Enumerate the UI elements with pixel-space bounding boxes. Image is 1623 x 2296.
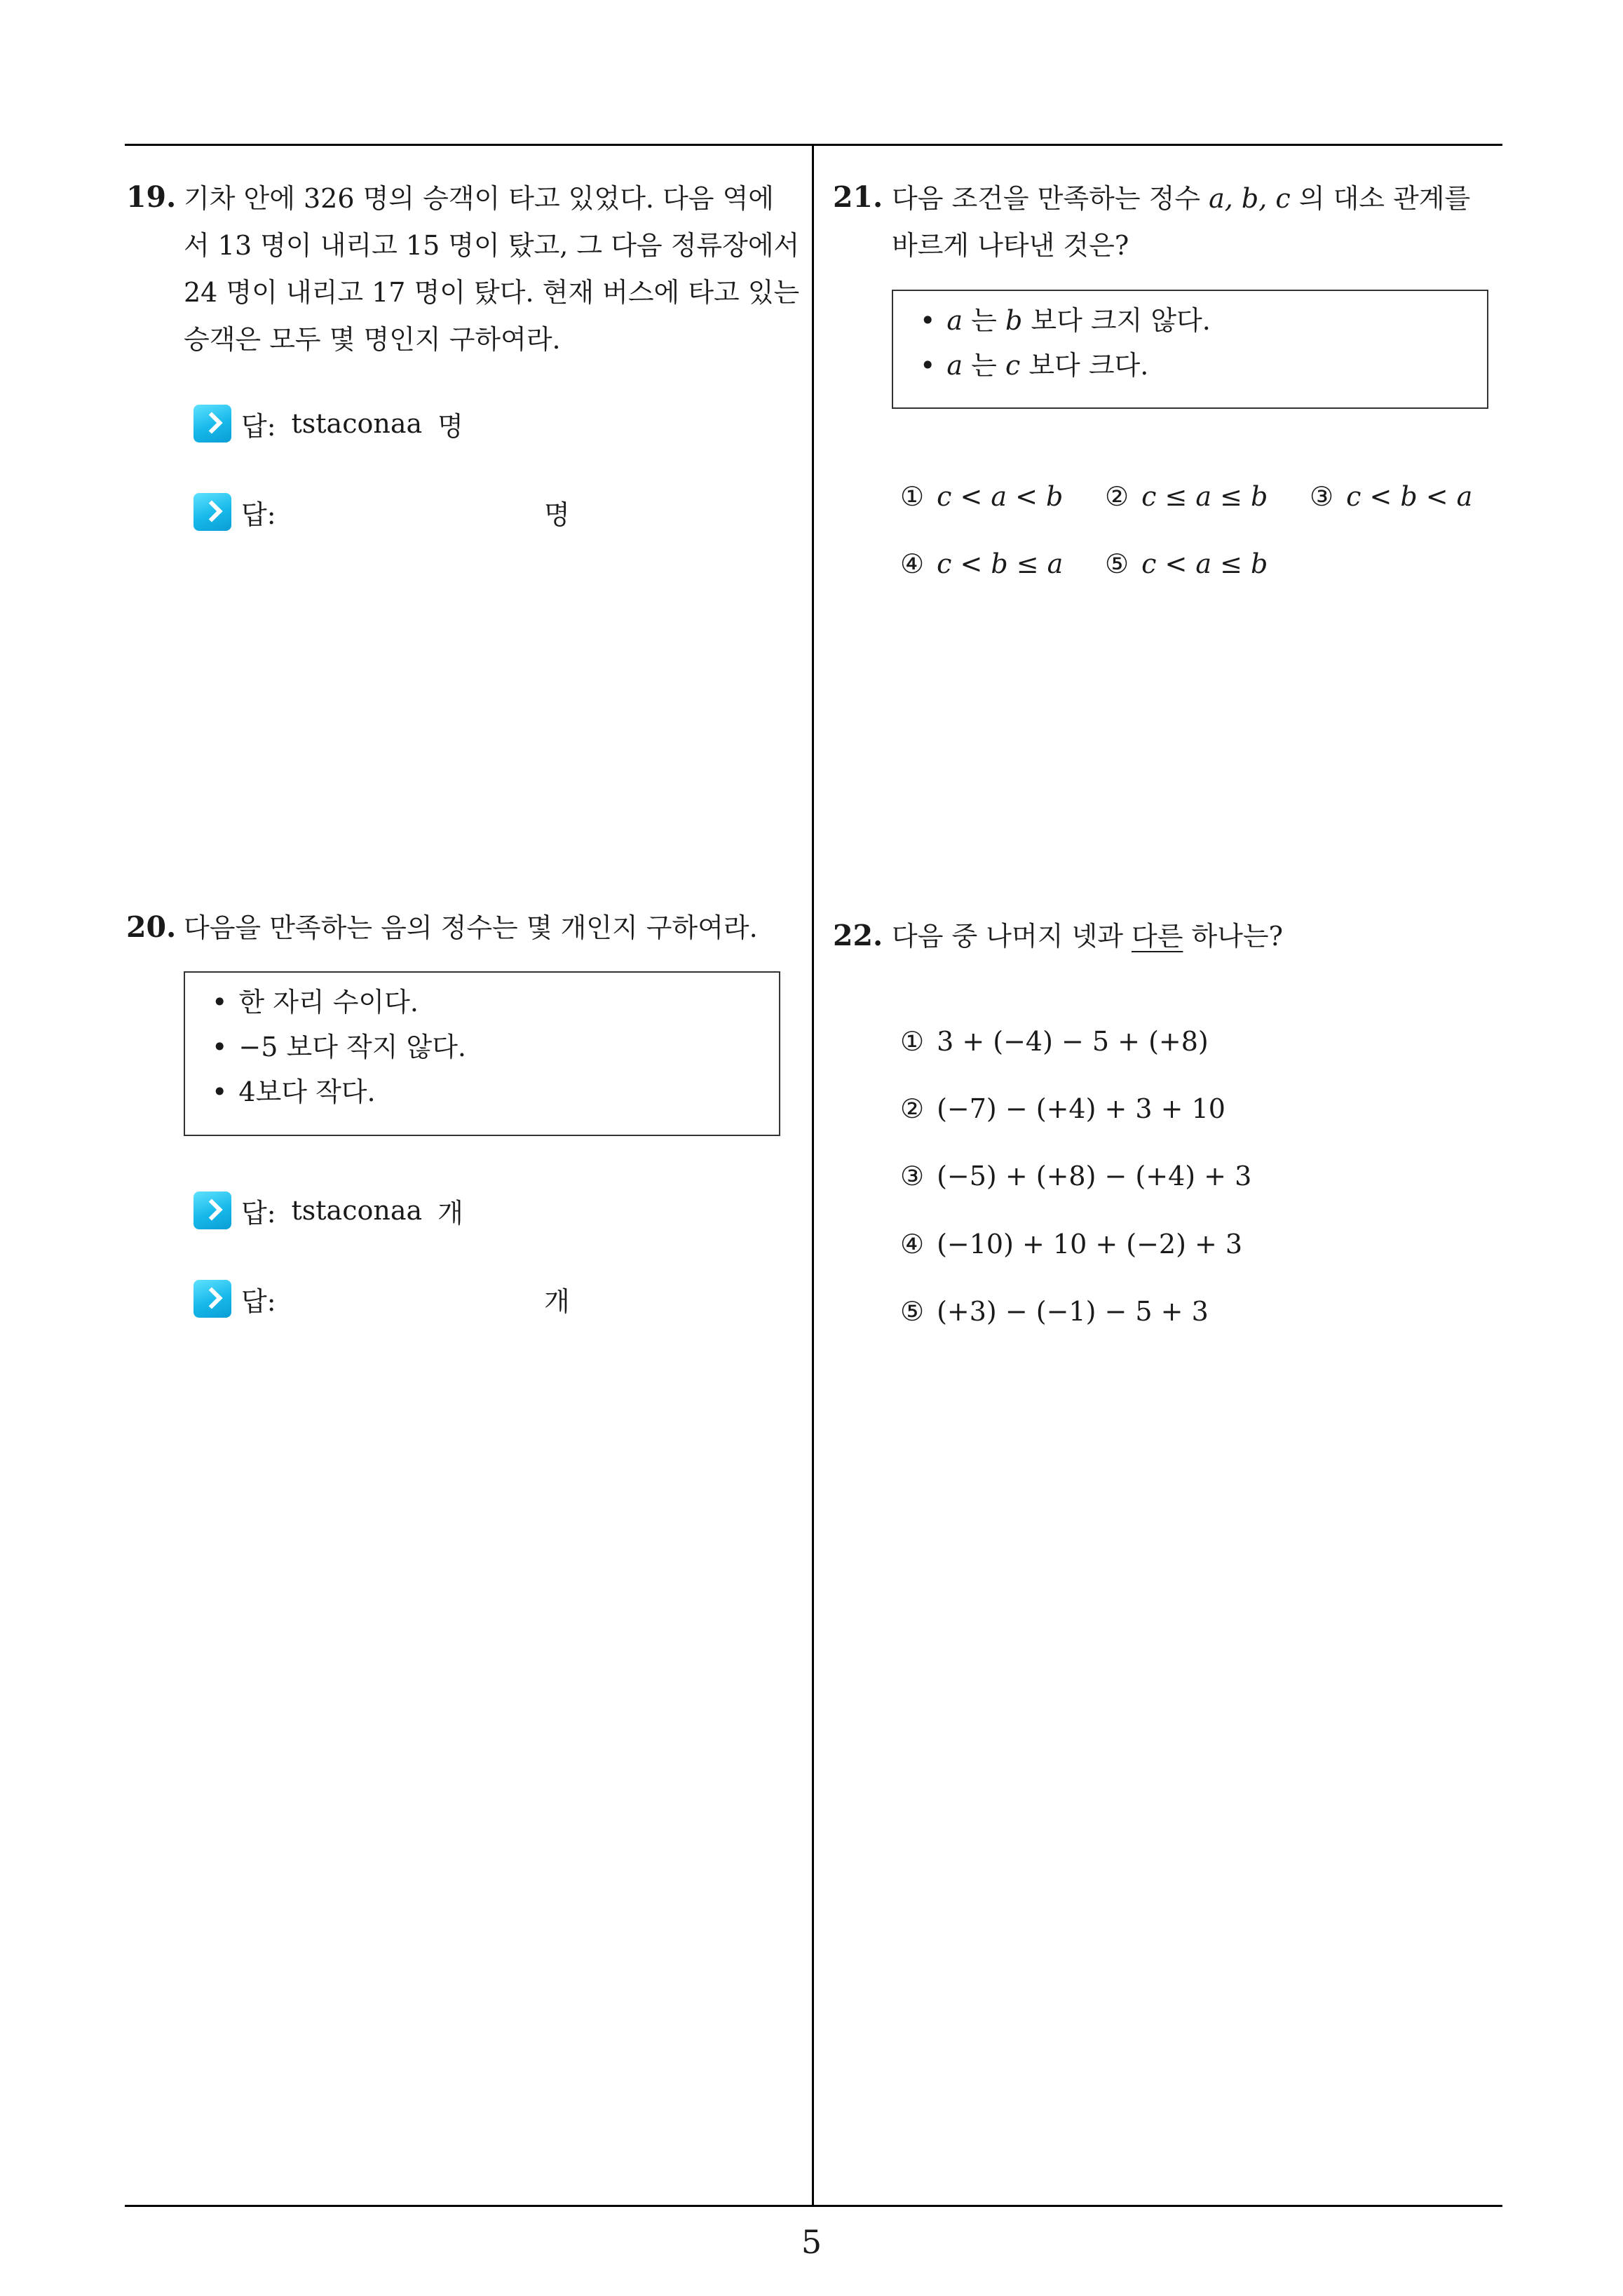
- q22-choice-5[interactable]: ⑤ (+3) − (−1) − 5 + 3: [900, 1296, 1209, 1327]
- q19-line-3: 24 명이 내리고 17 명이 탔다. 현재 버스에 타고 있는: [184, 277, 800, 308]
- q20-conditions-box: [184, 971, 780, 1136]
- q19-line-1: 기차 안에 326 명의 승객이 타고 있었다. 다음 역에: [184, 183, 774, 214]
- q19-answer-filled: [193, 404, 463, 443]
- answer-label: 답:: [241, 1197, 276, 1229]
- q21-choice-5[interactable]: ⑤ c < a ≤ b: [1105, 548, 1268, 579]
- q19-text: [184, 175, 799, 363]
- q20-condition: • −5 보다 작지 않다.: [212, 1025, 466, 1069]
- q19-number: 19.: [126, 180, 177, 214]
- answer-label: 답:: [241, 1285, 276, 1317]
- q20-condition: • 한 자리 수이다.: [212, 980, 466, 1025]
- answer-value: tstaconaa: [291, 1195, 423, 1226]
- q20-line-1: 다음을 만족하는 음의 정수는 몇 개인지 구하여라.: [184, 912, 758, 943]
- q20-text: [184, 905, 758, 952]
- q21-condition: • a 는 b 보다 크지 않다.: [920, 298, 1211, 343]
- q22-choice-1[interactable]: ① 3 + (−4) − 5 + (+8): [900, 1026, 1209, 1057]
- answer-value: tstaconaa: [291, 408, 423, 439]
- q19-line-4: 승객은 모두 몇 명인지 구하여라.: [184, 324, 561, 355]
- chevron-right-icon: [193, 493, 231, 531]
- q22-number: 22.: [833, 919, 883, 952]
- q21-text: [892, 175, 1470, 269]
- q20-answer-blank[interactable]: [193, 1279, 586, 1318]
- q20-condition: • 4보다 작다.: [212, 1069, 466, 1114]
- q21-choice-1[interactable]: ① c < a < b: [900, 481, 1064, 512]
- answer-unit: 명: [544, 499, 570, 530]
- q21-choice-4[interactable]: ④ c < b ≤ a: [900, 548, 1064, 579]
- q21-choice-3[interactable]: ③ c < b < a: [1310, 481, 1473, 512]
- answer-unit: 개: [437, 1197, 463, 1229]
- column-divider: [812, 144, 814, 2207]
- q22-text: [892, 913, 1283, 960]
- answer-unit: 개: [544, 1285, 570, 1317]
- answer-label: 답:: [241, 410, 276, 442]
- chevron-right-icon: [193, 1280, 231, 1318]
- q22-choice-3[interactable]: ③ (−5) + (+8) − (+4) + 3: [900, 1161, 1252, 1191]
- q21-condition: • a 는 c 보다 크다.: [920, 343, 1211, 388]
- q21-choice-2[interactable]: ② c ≤ a ≤ b: [1105, 481, 1268, 512]
- answer-label: 답:: [241, 499, 276, 530]
- page-number: 5: [801, 2223, 822, 2261]
- q20-number: 20.: [126, 910, 177, 944]
- q19-line-2: 서 13 명이 내리고 15 명이 탔고, 그 다음 정류장에서: [184, 230, 800, 261]
- answer-unit: 명: [437, 410, 463, 442]
- q22-choice-2[interactable]: ② (−7) − (+4) + 3 + 10: [900, 1093, 1225, 1124]
- q21-line-1: 다음 조건을 만족하는 정수 a, b, c 의 대소 관계를: [892, 183, 1471, 214]
- q19-answer-blank[interactable]: [193, 492, 586, 532]
- q21-line-2: 바르게 나타낸 것은?: [892, 230, 1129, 261]
- q22-choice-4[interactable]: ④ (−10) + 10 + (−2) + 3: [900, 1229, 1243, 1260]
- q22-line-1: 다음 중 나머지 넷과 다른 하나는?: [892, 921, 1283, 952]
- q20-answer-filled: [193, 1191, 463, 1230]
- q21-number: 21.: [833, 180, 883, 214]
- chevron-right-icon: [193, 405, 231, 443]
- bottom-rule: [125, 2205, 1502, 2207]
- chevron-right-icon: [193, 1191, 231, 1229]
- q21-conditions-box: [892, 290, 1488, 409]
